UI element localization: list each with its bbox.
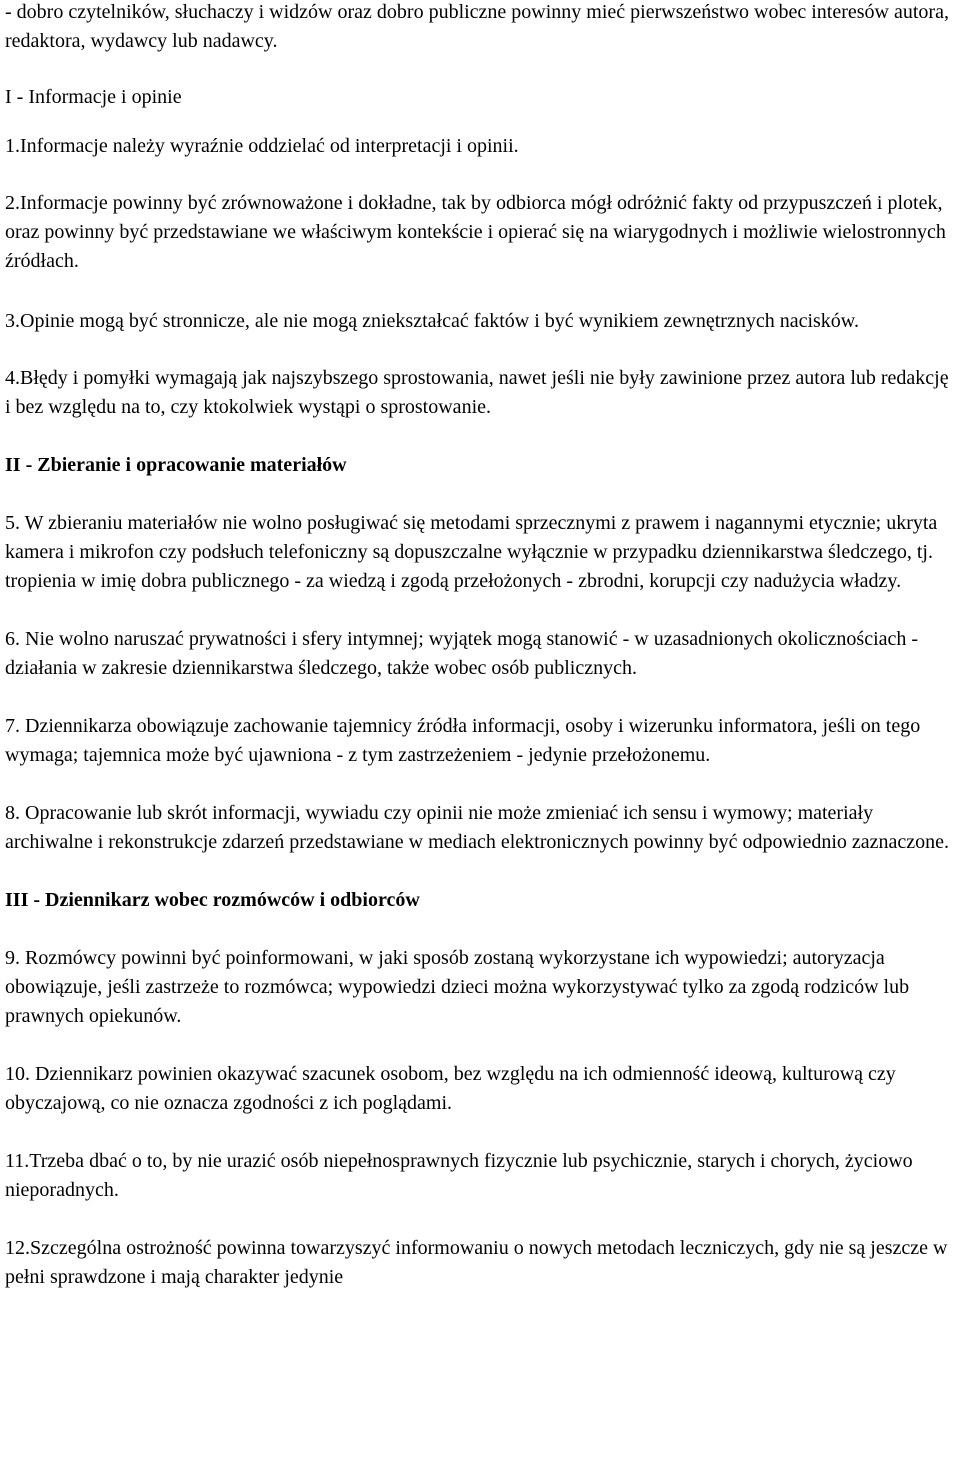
paragraph-9: 9. Rozmówcy powinni być poinformowani, w jaki sposób zostaną wykorzystane ich wypowiedzi; autoryzacja obowiązuje, jeśli zastrzeże to rozmówca; wypowiedzi dzieci można wykorzystywać tylko za zgodą rodziców lub prawnych opiekunów. xyxy=(5,947,910,1027)
intro-paragraph: - dobro czytelników, słuchaczy i widzów oraz dobro publiczne powinny mieć pierwszeństwo wobec interesów autora, redaktora, wydawcy lub nadawcy. xyxy=(5,1,949,52)
paragraph-6: 6. Nie wolno naruszać prywatności i sfery intymnej; wyjątek mogą stanowić - w uzasadnionych okolicznościach - działania w zakresie dziennikarstwa śledczego, także wobec osób publicznych. xyxy=(5,628,919,679)
section-heading-informacje: I - Informacje i opinie xyxy=(5,86,182,108)
paragraph-2: 2.Informacje powinny być zrównoważone i dokładne, tak by odbiorca mógł odróżnić fakty od przypuszczeń i plotek, oraz powinny być przedstawiane we właściwym kontekście i opierać się na wiarygodnych i możliwie wielostronnych źródłach. xyxy=(5,192,946,272)
section-heading-dziennikarz: III - Dziennikarz wobec rozmówców i odbiorców xyxy=(5,889,420,911)
paragraph-12: 12.Szczególna ostrożność powinna towarzyszyć informowaniu o nowych metodach leczniczych, gdy nie są jeszcze w pełni sprawdzone i mają charakter jedynie xyxy=(5,1237,948,1288)
section-heading-zbieranie: II - Zbieranie i opracowanie materiałów xyxy=(5,454,347,476)
paragraph-5: 5. W zbieraniu materiałów nie wolno posługiwać się metodami sprzecznymi z prawem i nagannymi etycznie; ukryta kamera i mikrofon czy podsłuch telefoniczny są dopuszczalne wyłącznie w przypadku dziennikarstwa śledczego, tj. tropienia w imię dobra publicznego - za wiedzą i zgodą przełożonych - zbrodni, korupcji czy nadużycia władzy. xyxy=(5,512,938,592)
paragraph-4: 4.Błędy i pomyłki wymagają jak najszybszego sprostowania, nawet jeśli nie były zawinione przez autora lub redakcję i bez względu na to, czy ktokolwiek wystąpi o sprostowanie. xyxy=(5,367,949,418)
paragraph-11: 11.Trzeba dbać o to, by nie urazić osób niepełnosprawnych fizycznie lub psychicznie, starych i chorych, życiowo nieporadnych. xyxy=(5,1150,913,1201)
paragraph-10: 10. Dziennikarz powinien okazywać szacunek osobom, bez względu na ich odmienność ideową, kulturową czy obyczajową, co nie oznacza zgodności z ich poglądami. xyxy=(5,1063,896,1114)
paragraph-3: 3.Opinie mogą być stronnicze, ale nie mogą zniekształcać faktów i być wynikiem zewnętrznych nacisków. xyxy=(5,310,859,332)
paragraph-8: 8. Opracowanie lub skrót informacji, wywiadu czy opinii nie może zmieniać ich sensu i wymowy; materiały archiwalne i rekonstrukcje zdarzeń przedstawiane w mediach elektronicznych powinny być odpowiednio zaznaczone. xyxy=(5,802,950,853)
paragraph-1: 1.Informacje należy wyraźnie oddzielać od interpretacji i opinii. xyxy=(5,135,519,157)
paragraph-7: 7. Dziennikarza obowiązuje zachowanie tajemnicy źródła informacji, osoby i wizerunku informatora, jeśli on tego wymaga; tajemnica może być ujawniona - z tym zastrzeżeniem - jedynie przełożonemu. xyxy=(5,715,921,766)
document-page xyxy=(5,0,957,1292)
